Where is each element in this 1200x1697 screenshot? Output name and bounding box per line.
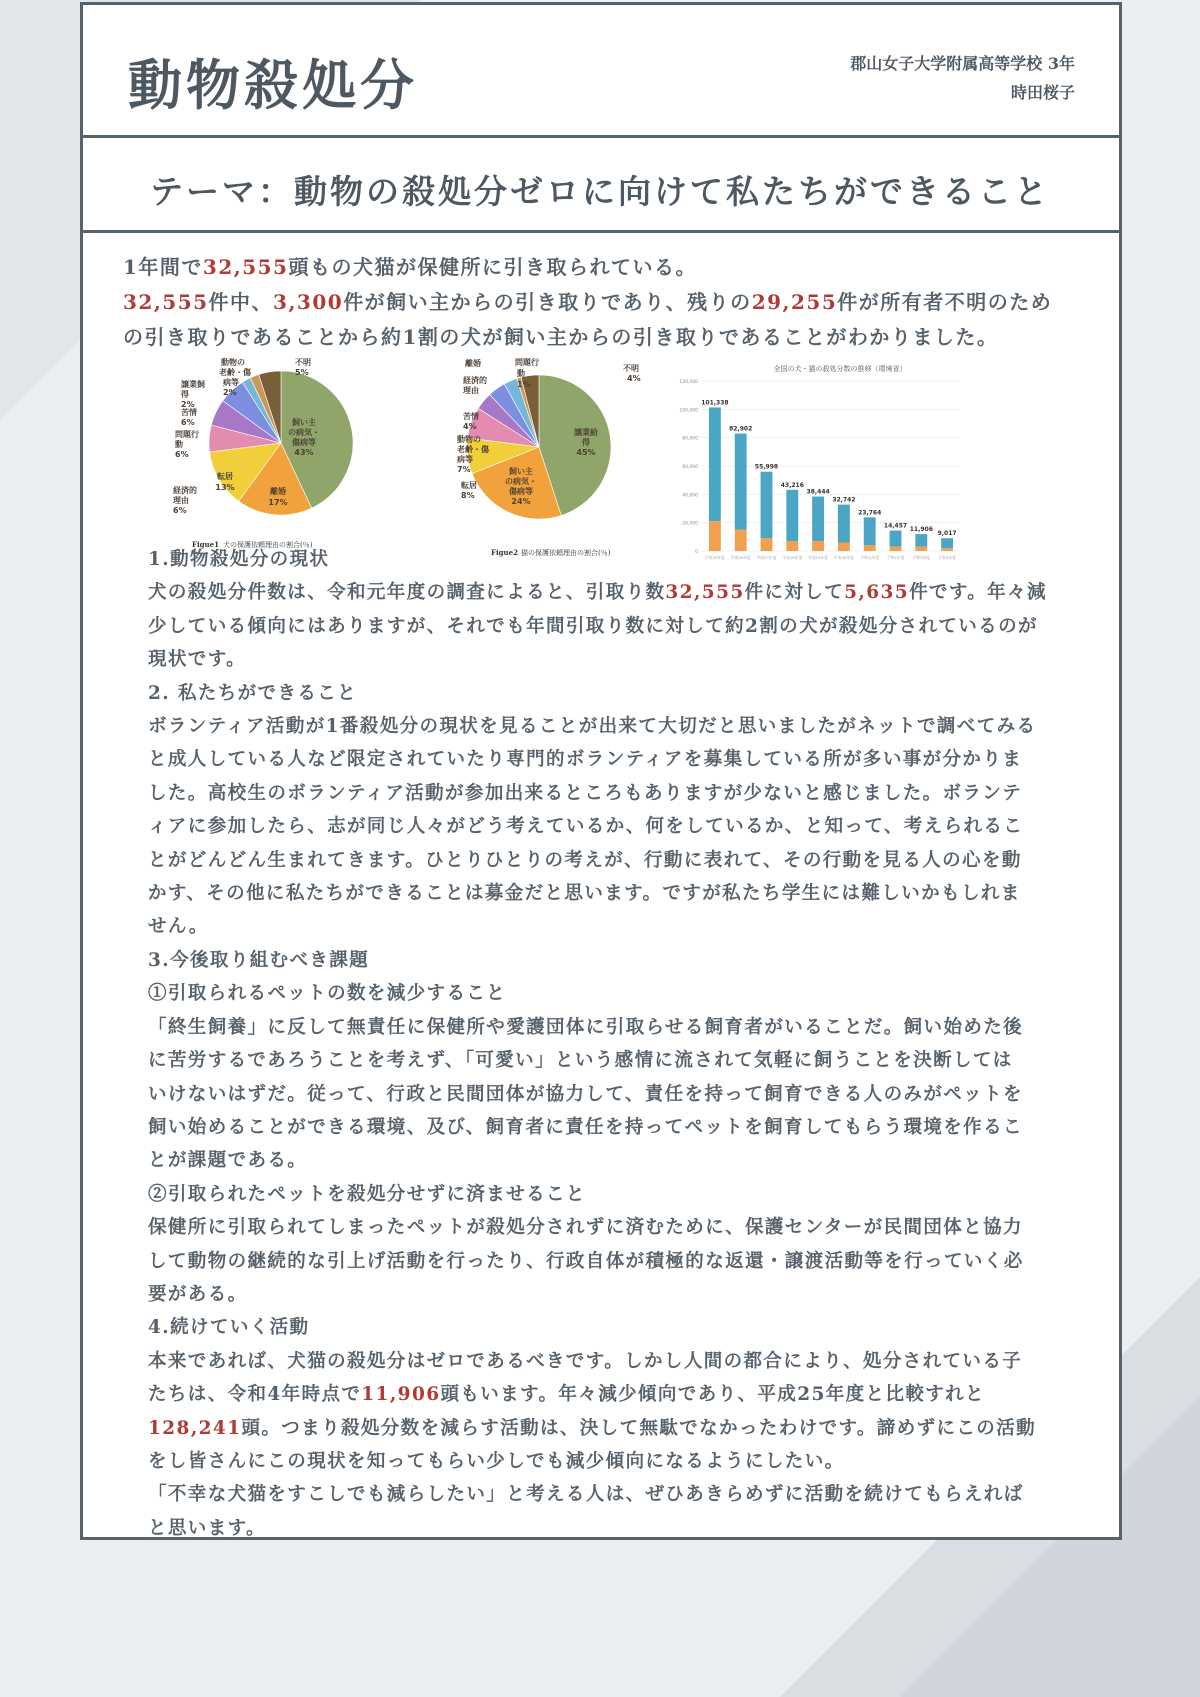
section-3-subtitle-2: ②引取られたペットを殺処分せずに済ませること xyxy=(148,1183,586,1205)
stat-number: 128,241 xyxy=(148,1417,242,1439)
pie2-label: 転居 xyxy=(461,481,477,490)
section-1-line: 犬の殺処分件数は、令和元年度の調査によると、引取り数32,555件に対して5,635件です。年々減 xyxy=(148,582,1047,604)
pie1-label: 動 xyxy=(175,440,183,449)
pie2-label: 経済的 xyxy=(463,376,487,385)
x-tick-label: 平成25年度 xyxy=(704,555,725,560)
figure-1-caption-label: Figue1 xyxy=(192,540,219,549)
poster-sheet xyxy=(80,2,1122,1540)
section-2-line: と成人している人など限定されていたり専門的ボランティアを募集している所が多い事が分かりま xyxy=(148,749,1023,771)
intro-line-2: 32,555件中、3,300件が飼い主からの引き取りであり、残りの29,255件が所有者不明のため xyxy=(123,290,1053,314)
theme-bar xyxy=(83,141,1119,233)
bar-value-label: 23,764 xyxy=(858,509,882,517)
section-4-line: と思います。 xyxy=(148,1517,266,1539)
pie1-label: 経済的 xyxy=(173,486,197,495)
bar-value-label: 101,338 xyxy=(701,399,729,407)
x-tick-label: 平成28年度 xyxy=(782,555,803,560)
x-tick-label: 令和4年度 xyxy=(938,555,956,560)
bar-chart xyxy=(658,355,968,575)
bar-value-label: 9,017 xyxy=(937,530,957,538)
pie2-label: 離婚 xyxy=(465,359,481,368)
section-4-line: 「不幸な犬猫をすこしでも減らしたい」と考える人は、ぜひあきらめずに活動を続けてもらえれば xyxy=(148,1484,1024,1506)
bar-4 xyxy=(812,497,824,542)
bar-value-label: 11,906 xyxy=(909,526,933,534)
pie2-label: 病等 xyxy=(457,455,473,464)
section-4-line: をし皆さんにこの現状を知ってもらい少しでも減少傾向になるようにしたい。 xyxy=(148,1450,845,1472)
section-3-line: 「終生飼養」に反して無責任に保健所や愛護団体に引取らせる飼育者がいることだ。飼い始めた後 xyxy=(148,1016,1024,1038)
figure-1-caption: 犬の保護依頼理由の割合(％) xyxy=(223,541,313,549)
body-content xyxy=(148,543,1073,1545)
intro-line-1: 1年間で32,555頭もの犬猫が保健所に引き取られている。 xyxy=(123,255,697,279)
pie1-label: 6% xyxy=(181,418,195,427)
pie1-label: 6% xyxy=(173,506,187,515)
section-3-line: 飼い始めることができる環境、及び、飼育者に責任を持ってペットを飼育してもらう環境を作るこ xyxy=(148,1116,1023,1138)
bar-value-label: 14,457 xyxy=(883,522,908,530)
pie2-label: 不明 xyxy=(623,364,639,373)
pie1-label: 2% xyxy=(181,400,195,409)
section-3-line: いけないはずだ。従って、行政と民間団体が協力して、責任を持って飼育できる人のみがペットを xyxy=(148,1083,1023,1105)
pie2-label: 傷病等 xyxy=(509,487,533,496)
section-3-line: とが課題である。 xyxy=(148,1150,308,1172)
y-tick-label: 100,000 xyxy=(679,408,698,414)
section-2-line: とがどんどん生まれてきます。ひとりひとりの考えが、行動に表れて、その行動を見る人の心を動 xyxy=(148,849,1022,871)
section-1-line: 現状です。 xyxy=(148,649,247,671)
pie2-label: 1% xyxy=(517,380,531,389)
page-title: 動物殺処分 xyxy=(128,53,418,117)
pie2-label: 動物の xyxy=(457,435,481,444)
pie1-label: 問題行 xyxy=(175,430,199,439)
y-tick-label: 0 xyxy=(695,550,698,555)
section-1-line: 少している傾向にはありますが、それでも年間引取り数に対して約2割の犬が殺処分されているのが xyxy=(148,615,1038,637)
pie-chart-cat xyxy=(393,351,663,561)
pie1-label: 不明 xyxy=(295,358,311,367)
chart-title: 全国の犬・猫の殺処分数の推移（環境省） xyxy=(773,365,907,373)
section-2-line: ボランティア活動が1番殺処分の現状を見ることが出来て大切だと思いましたがネットで調べてみる xyxy=(148,716,1037,738)
pie1-label: 老齢・傷 xyxy=(219,368,251,377)
section-2-line: した。高校生のボランティア活動が参加出来るところもありますが少ないと感じました。ボランテ xyxy=(148,782,1023,804)
section-3-line: 要がある。 xyxy=(148,1283,248,1305)
stat-number: 32,555 xyxy=(665,582,745,604)
pie1-label: の病気・ xyxy=(288,428,320,437)
pie2-label: 理由 xyxy=(463,386,479,395)
pie1-label: 5% xyxy=(295,368,309,377)
x-tick-label: 平成26年度 xyxy=(730,555,751,560)
stat-number: 3,300 xyxy=(273,290,344,314)
intro-line-3: の引き取りであることから約1割の犬が飼い主からの引き取りであることがわかりました。 xyxy=(123,325,999,349)
x-tick-label: 令和2年度 xyxy=(886,555,905,560)
bar-value-label: 38,444 xyxy=(806,488,830,496)
pie2-label: 7% xyxy=(457,465,471,474)
pie2-label: 飼い主 xyxy=(509,467,533,476)
x-tick-label: 平成27年度 xyxy=(756,555,777,560)
pie2-label: 45% xyxy=(576,448,596,457)
figure-2-caption-label: Figue2 xyxy=(491,548,518,557)
pie1-label: 得 xyxy=(181,390,189,399)
y-tick-label: 40,000 xyxy=(682,493,698,499)
pie1-label: 傷病等 xyxy=(292,438,316,447)
pie1-label: 2% xyxy=(223,388,237,397)
pie2-label: 24% xyxy=(511,497,531,506)
pie1-label: 6% xyxy=(175,450,189,459)
bar-5 xyxy=(838,505,850,543)
section-2-line: ィアに参加したら、志が同じ人々がどう考えているか、何をしているか、と知って、考えられるこ xyxy=(148,816,1024,838)
school-name: 郡山女子大学附属高等学校 3年 xyxy=(850,54,1075,73)
bar-0 xyxy=(709,407,721,521)
section-3-subtitle-1: ①引取られるペットの数を減少すること xyxy=(148,983,507,1005)
stat-number: 32,555 xyxy=(202,255,289,279)
pie2-label: 苦情 xyxy=(463,412,479,421)
figure-2-cat-pie xyxy=(393,351,663,561)
section-4-title: 4.続けていく活動 xyxy=(148,1317,310,1339)
author-name: 時田桜子 xyxy=(1010,83,1075,102)
figure-2-caption: 猫の保護依頼理由の割合(％) xyxy=(521,549,611,557)
pie1-label: 13% xyxy=(215,483,235,492)
pie1-label: 譲業飼 xyxy=(181,380,205,389)
x-tick-label: 平成29年度 xyxy=(808,555,829,560)
pie2-label: 老齢・傷 xyxy=(457,445,489,454)
section-4-line: 本来であれば、犬猫の殺処分はゼロであるべきです。しかし人間の都合により、処分されている子 xyxy=(148,1350,1023,1372)
pie2-label: 4% xyxy=(463,422,477,431)
bar-3 xyxy=(786,490,798,541)
y-tick-label: 20,000 xyxy=(682,521,698,527)
pie2-label: の病気・ xyxy=(505,477,537,486)
stat-number: 11,906 xyxy=(361,1384,441,1406)
pie1-label: 病等 xyxy=(223,378,239,387)
bar-value-label: 55,998 xyxy=(754,463,779,471)
section-3-title: 3.今後取り組むべき課題 xyxy=(148,949,370,971)
section-3-line: 保健所に引取られてしまったペットが殺処分されずに済むために、保護センターが民間団体と協力 xyxy=(148,1217,1023,1239)
pie1-label: 転居 xyxy=(217,472,233,481)
bar-2 xyxy=(761,472,773,539)
bar-value-label: 82,902 xyxy=(729,425,753,433)
stat-number: 5,635 xyxy=(844,582,910,604)
pie2-label: 譲業給 xyxy=(574,428,598,437)
bar-value-label: 32,742 xyxy=(832,496,856,504)
section-3-line: に苦労するであろうことを考えず、「可愛い」という感情に流されて気軽に飼うことを決断しては xyxy=(148,1050,1013,1072)
section-1-title: 1.動物殺処分の現状 xyxy=(148,549,330,570)
section-4-line: たちは、令和4年時点で11,906頭もいます。年々減少傾向であり、平成25年度と比較すれと xyxy=(148,1384,985,1406)
theme-heading: テーマ：動物の殺処分ゼロに向けて私たちができること xyxy=(150,172,1050,211)
y-tick-label: 60,000 xyxy=(682,465,698,470)
bar-6 xyxy=(864,517,876,545)
x-tick-label: 令和3年度 xyxy=(912,555,931,560)
pie2-label: 8% xyxy=(461,491,475,500)
stat-number: 29,255 xyxy=(751,290,838,314)
bar-chart-figure xyxy=(658,355,968,575)
pie1-label: 離婚 xyxy=(270,487,286,496)
header xyxy=(83,5,1119,138)
pie1-label: 飼い主 xyxy=(292,418,316,427)
pie1-label: 動物の xyxy=(221,358,245,367)
y-tick-label: 120,000 xyxy=(679,380,698,385)
x-tick-label: 令和元年度 xyxy=(860,555,880,560)
x-tick-label: 平成30年度 xyxy=(833,555,854,560)
y-tick-label: 80,000 xyxy=(682,436,698,442)
section-3-line: して動物の継続的な引上げ活動を行ったり、行政自体が積極的な返還・譲渡活動等を行っていく必 xyxy=(148,1250,1024,1272)
pie2-label: 問題行 xyxy=(515,358,539,367)
bar-1 xyxy=(735,434,747,530)
stat-number: 32,555 xyxy=(123,290,209,314)
section-2-title: 2. 私たちができること xyxy=(148,682,358,704)
pie1-label: 17% xyxy=(268,498,288,507)
pie1-label: 43% xyxy=(294,448,314,457)
pie2-label: 4% xyxy=(627,374,641,383)
section-2-line: せん。 xyxy=(148,916,209,938)
section-4-line: 128,241頭。つまり殺処分数を減らす活動は、決して無駄でなかったわけです。諦めずにこの活動 xyxy=(148,1417,1037,1439)
pie1-label: 理由 xyxy=(173,496,189,505)
pie2-label: 動 xyxy=(517,369,525,378)
pie2-label: 得 xyxy=(582,438,590,447)
section-2-line: かす、その他に私たちができることは募金だと思います。ですが私たち学生には難しいかもしれま xyxy=(148,883,1021,905)
bar-value-label: 43,216 xyxy=(780,481,804,489)
pie1-label: 苦情 xyxy=(181,408,197,417)
